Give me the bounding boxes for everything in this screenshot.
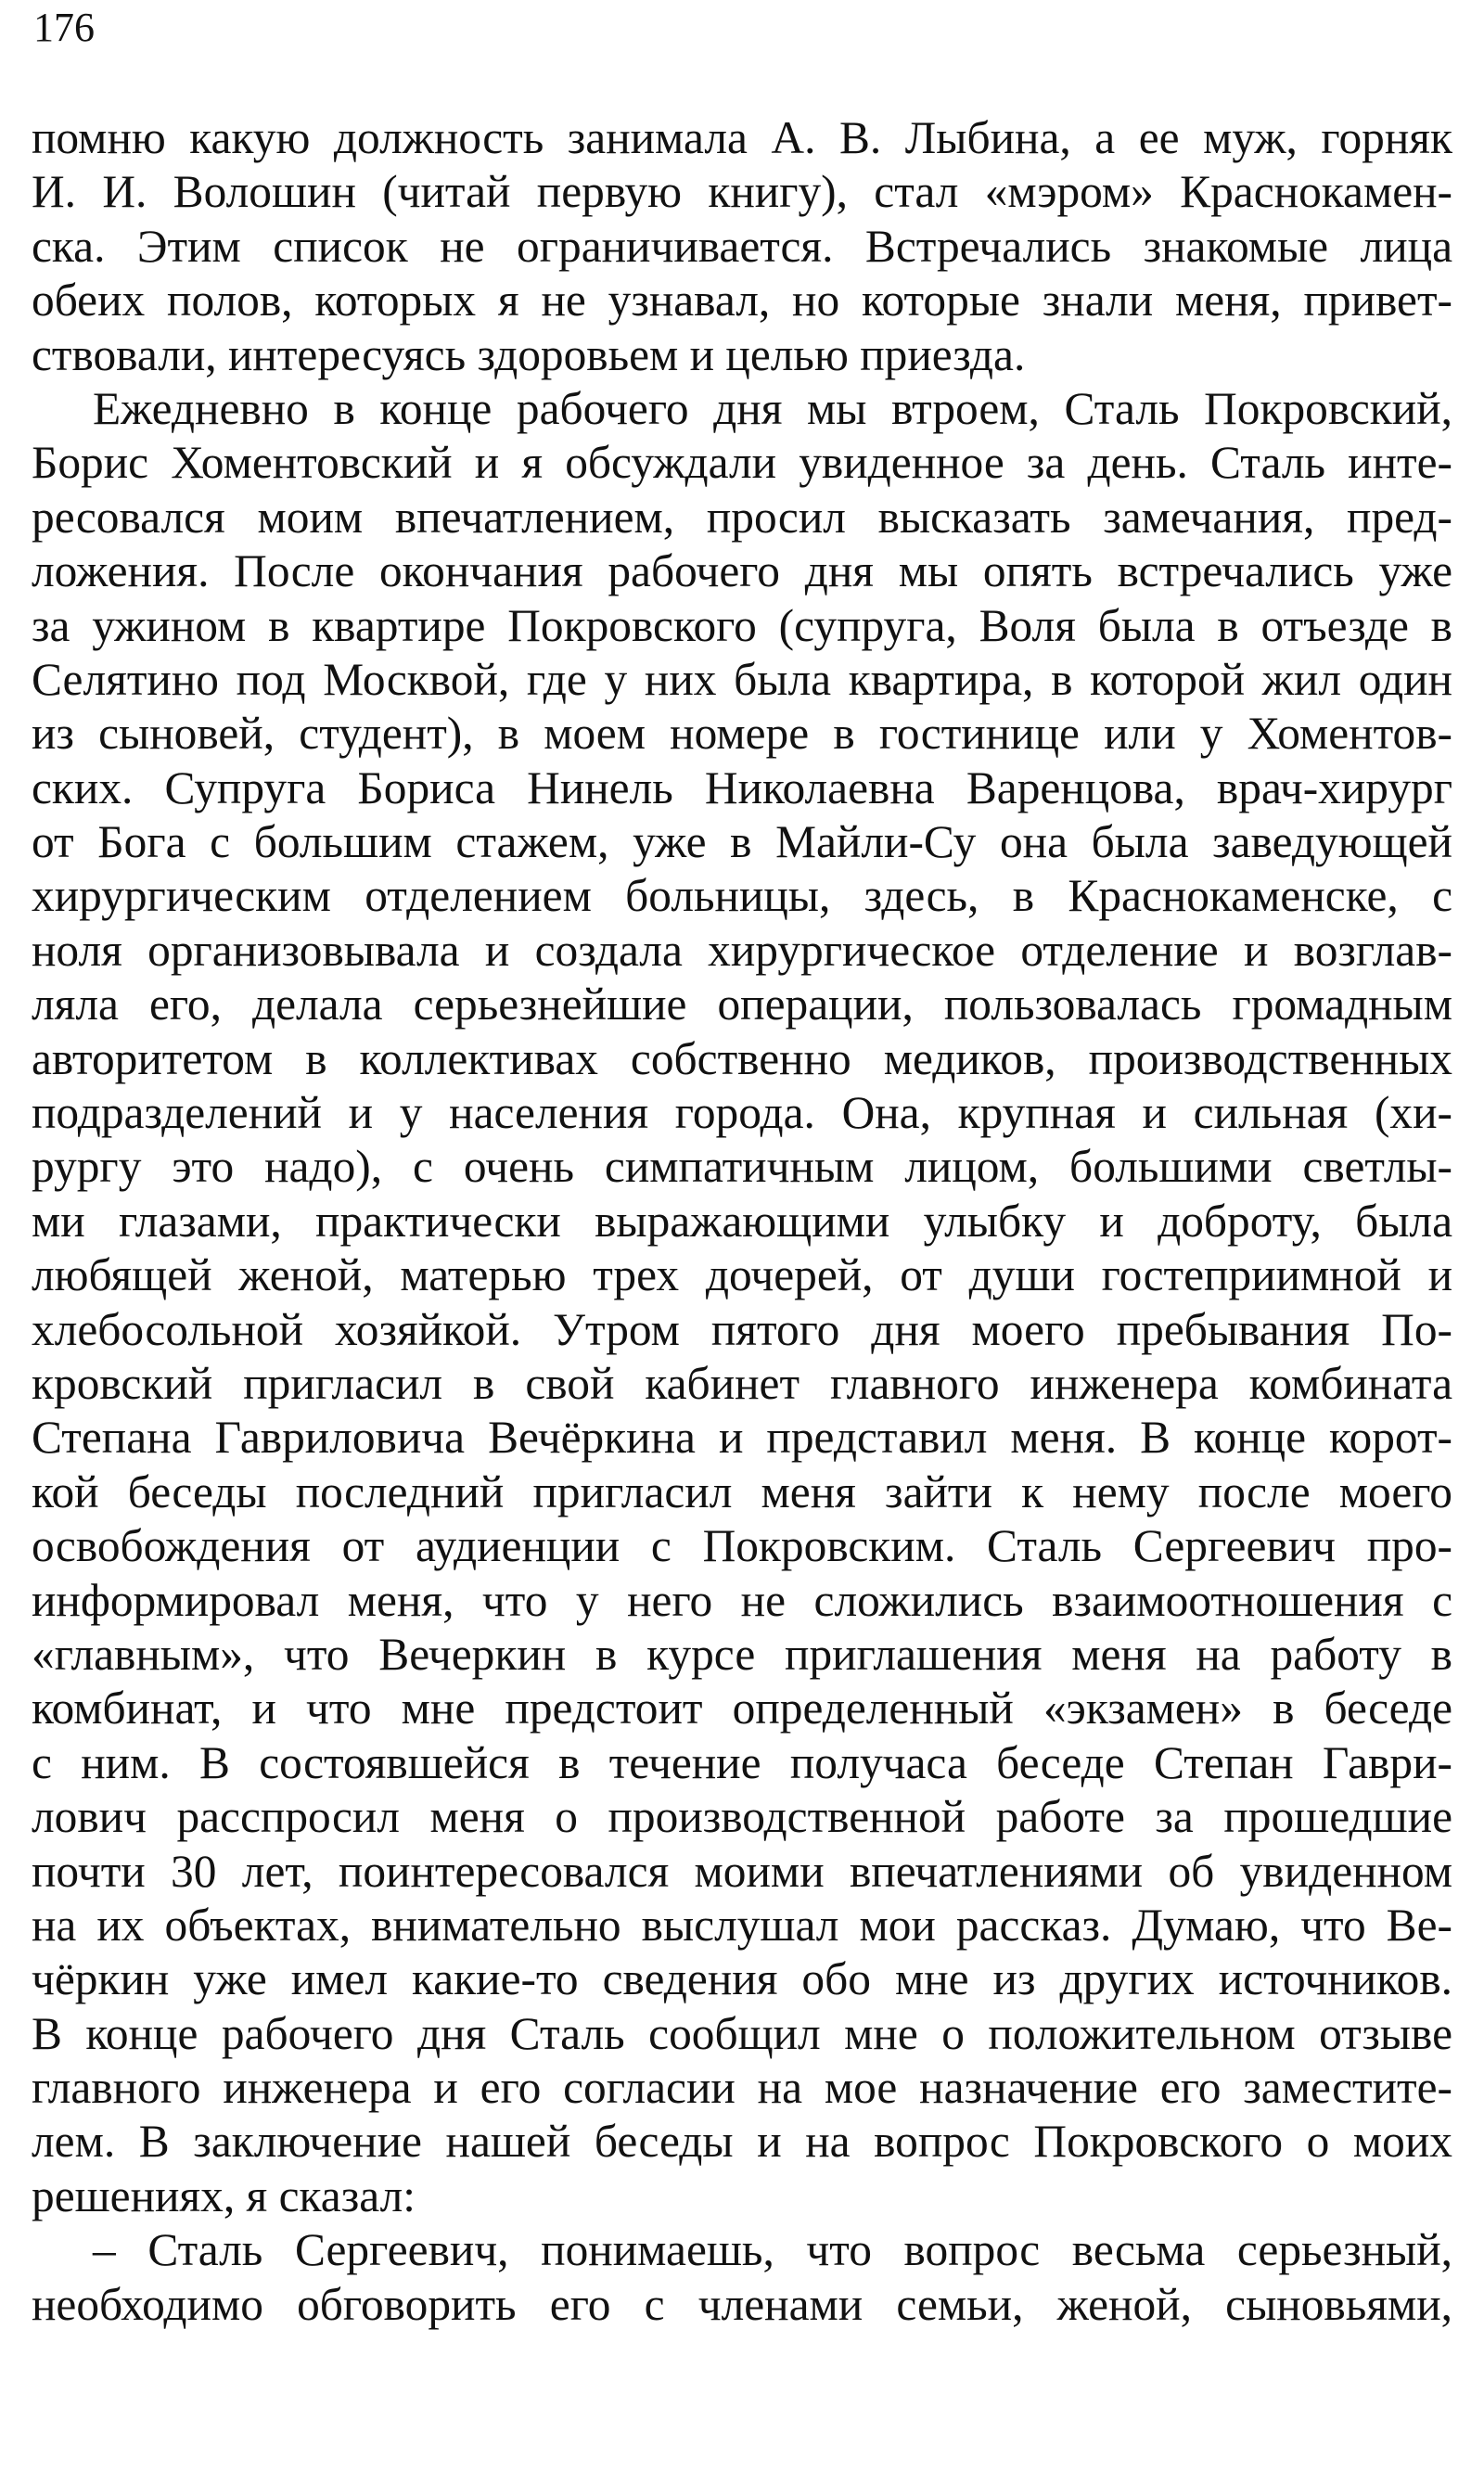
- text-line: ми глазами, практически выражающими улыбку и доброту, была: [32, 1195, 1452, 1247]
- text-line: на их объектах, внимательно выслушал мои рассказ. Думаю, что Ве-: [32, 1899, 1452, 1951]
- text-line: рургу это надо), с очень симпатичным лицом, большими светлы-: [32, 1141, 1452, 1193]
- text-line: лем. В заключение нашей беседы и на вопрос Покровского о моих: [32, 2116, 1452, 2168]
- text-line: – Сталь Сергеевич, понимаешь, что вопрос весьма серьезный,: [93, 2224, 1452, 2276]
- text-line: подразделений и у населения города. Она, крупная и сильная (хи-: [32, 1087, 1452, 1139]
- text-line: авторитетом в коллективах собственно медиков, производственных: [32, 1032, 1452, 1084]
- text-block: [32, 111, 1452, 2332]
- text-line: обеих полов, которых я не узнавал, но которые знали меня, привет-: [32, 275, 1452, 326]
- text-line: ноля организовывала и создала хирургическое отделение и возглав-: [32, 924, 1452, 976]
- text-line: кой беседы последний пригласил меня зайти к нему после моего: [32, 1465, 1452, 1517]
- text-line: комбинат, и что мне предстоит определенный «экзамен» в беседе: [32, 1683, 1452, 1734]
- text-line: почти 30 лет, поинтересовался моими впечатлениями об увиденном: [32, 1845, 1452, 1897]
- text-line: от Бога с большим стажем, уже в Майли-Су она была заведующей: [32, 816, 1452, 868]
- text-line: освобождения от аудиенции с Покровским. Сталь Сергеевич про-: [32, 1520, 1452, 1572]
- text-line: Селятино под Москвой, где у них была квартира, в которой жил один: [32, 653, 1452, 705]
- text-line: необходимо обговорить его с членами семьи, женой, сыновьями,: [32, 2278, 1452, 2330]
- text-line: Борис Хоментовский и я обсуждали увиденное за день. Сталь инте-: [32, 437, 1452, 489]
- text-line: за ужином в квартире Покровского (супруга, Воля была в отъезде в: [32, 599, 1452, 651]
- text-line: ляла его, делала серьезнейшие операции, пользовалась громадным: [32, 979, 1452, 1030]
- text-line: Ежедневно в конце рабочего дня мы втроем, Сталь Покровский,: [93, 382, 1452, 434]
- text-line: с ним. В состоявшейся в течение получаса беседе Степан Гаври-: [32, 1736, 1452, 1788]
- text-line: И. И. Волошин (читай первую книгу), стал «мэром» Краснокамен-: [32, 166, 1452, 218]
- text-line: Степана Гавриловича Вечёркина и представил меня. В конце корот-: [32, 1412, 1452, 1464]
- text-line: информировал меня, что у него не сложились взаимоотношения с: [32, 1574, 1452, 1626]
- text-line: хирургическим отделением больницы, здесь, в Краснокаменске, с: [32, 870, 1452, 922]
- text-line: главного инженера и его согласии на мое назначение его заместите-: [32, 2062, 1452, 2114]
- text-line: В конце рабочего дня Сталь сообщил мне о положительном отзыве: [32, 2007, 1452, 2059]
- text-line: решениях, я сказал:: [32, 2169, 416, 2221]
- text-line: ресовался моим впечатлением, просил высказать замечания, пред-: [32, 491, 1452, 543]
- text-line: любящей женой, матерью трех дочерей, от души гостеприимной и: [32, 1249, 1452, 1301]
- text-line: «главным», что Вечеркин в курсе приглашения меня на работу в: [32, 1628, 1452, 1680]
- text-line: кровский пригласил в свой кабинет главного инженера комбината: [32, 1357, 1452, 1409]
- text-line: ствовали, интересуясь здоровьем и целью приезда.: [32, 328, 1026, 380]
- text-line: помню какую должность занимала А. В. Лыбина, а ее муж, горняк: [32, 112, 1452, 163]
- text-line: лович расспросил меня о производственной работе за прошедшие: [32, 1791, 1452, 1843]
- text-line: ска. Этим список не ограничивается. Встречались знакомые лица: [32, 220, 1452, 272]
- text-line: из сыновей, студент), в моем номере в гостинице или у Хоментов-: [32, 708, 1452, 760]
- page-number: 176: [33, 5, 95, 50]
- text-line: чёркин уже имел какие-то сведения обо мне из других источников.: [32, 1953, 1452, 2005]
- text-line: хлебосольной хозяйкой. Утром пятого дня моего пребывания По-: [32, 1303, 1452, 1355]
- text-line: ложения. После окончания рабочего дня мы опять встречались уже: [32, 545, 1452, 597]
- text-line: ских. Супруга Бориса Нинель Николаевна Варенцова, врач-хирург: [32, 762, 1452, 813]
